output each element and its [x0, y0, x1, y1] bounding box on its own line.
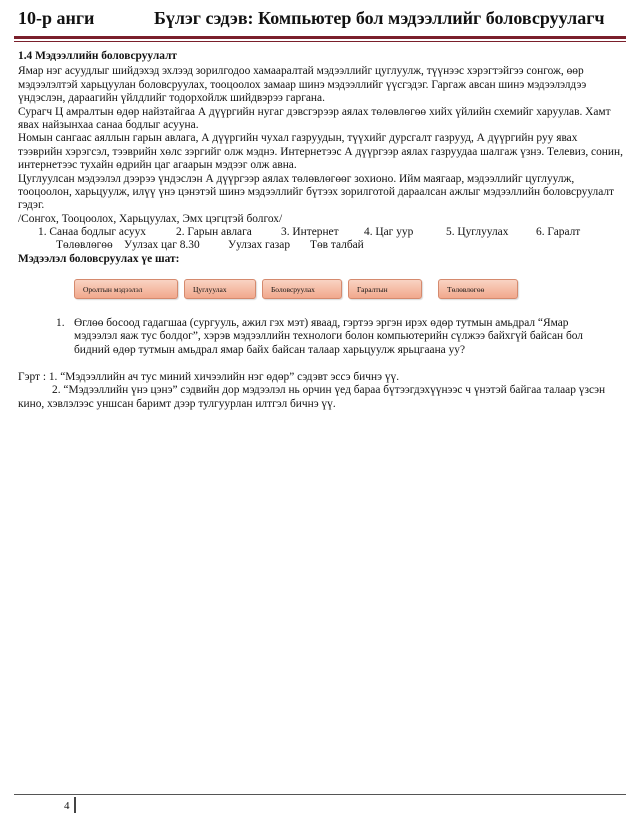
paragraph: Номын сангаас аяллын гарын авлага, А дүүргийн чухал газруудын, түүхийг дурсгалт газрууд, А дүүргийн руу явах тээврийн хэрэгсэл, тээврийн хөлс зэргийг олж мэднэ. Интернетээс А дүүргээр аялах газруудаа шалгаж үзнэ. Телевиз, сонин, интернетээс тухайн өдрийн цаг агаарын мэдээг олж авна.: [18, 132, 623, 172]
plan-item: Уулзах цаг 8.30: [124, 239, 200, 252]
process-flow: [18, 273, 624, 313]
section-title: 1.4 Мэдээллийн боловсруулалт: [18, 50, 178, 62]
stage-process: Боловсруулах: [262, 279, 342, 299]
paragraph: Сурагч Ц амралтын өдөр найзтайгаа А дүүргийн нугаг дэвсгэрээр аялах төлөвлөгөө хийх үйлийн схемийг харуулав. Хамт явах найзынхаа санаа бодлыг асууна.: [18, 105, 611, 132]
homework-item: 2. “Мэдээллийн үнэ цэнэ” сэдвийн дор мэдээлэл нь орчин үед бараа бүтээгдэхүүнээс ч үнэтэй байгаа талаар үзсэн кино, хэвлэлээс уншсан баримт дээр тулгуурлан илтгэл бичнэ үү.: [18, 384, 606, 410]
header-rule-thin: [14, 41, 626, 42]
header-rule-thick: [14, 36, 626, 39]
plan-item: Төв талбай: [310, 239, 364, 252]
plan-item: 2. Гарын авлага: [176, 226, 252, 239]
question-number: 1.: [56, 316, 65, 329]
plan-list: [18, 226, 624, 253]
plan-item: 5. Цуглуулах: [446, 226, 509, 239]
plan-item: Уулзах газар: [228, 239, 291, 252]
homework-block: [18, 371, 624, 411]
plan-item: Төлөвлөгөө: [56, 239, 113, 252]
page-number-divider: [74, 797, 76, 813]
footer-rule: [14, 794, 626, 795]
paragraph: Ямар нэг асуудлыг шийдэхэд эхлээд зорилгодоо хамааралтай мэдээллийг цуглуулж, түүнээс хэрэгтэйгээ сонгож, өөр мэдээлэлтэй харьцуулан боловсруулах, тооцоолох замаар шинэ мэдээллийг үүсгэдэг. Гаргаж авсан шинэ мэдээлэлдээ үндэслэн, дараагийн үйлдлийг тодорхойлж шийдвэрээ гаргана.: [18, 65, 587, 105]
categories-line: /Сонгох, Тооцоолох, Харьцуулах, Эмх цэгцтэй болгох/: [18, 212, 283, 225]
question-item: [18, 317, 624, 357]
stage-input: Оролтын мэдээлэл: [74, 279, 178, 299]
question-text: Өглөө босоод гадагшаа (сургууль, ажил гэх мэт) яваад, гэртээ эргэн ирэх өдөр тутмын амьдрал “Ямар мэдээлэл яаж тус болдог”, хэрэв мэдээллийн технологи болон компьютерийн сүлжээ байхгүй байсан бол бидний өдөр тутмын амьдрал ямар байх байсан талаар харьцуулж ярьцгаана уу?: [74, 316, 583, 356]
plan-item: 4. Цаг уур: [364, 226, 414, 239]
chapter-topic: Бүлэг сэдэв: Компьютер бол мэдээллийг боловсруулагч: [154, 8, 605, 28]
stage-plan: Төлөвлөгөө: [438, 279, 518, 299]
document-body: [18, 50, 624, 411]
page-number: 4: [64, 800, 70, 812]
grade-label: 10-р анги: [18, 8, 95, 28]
homework-item: Гэрт : 1. “Мэдээллийн ач тус миний хичээлийн нэг өдөр” сэдэвт эссэ бичнэ үү.: [18, 370, 400, 383]
stages-title: Мэдээлэл боловсруулах үе шат:: [18, 253, 180, 266]
page-header: [18, 8, 624, 34]
stage-collect: Цуглуулах: [184, 279, 256, 299]
plan-item: 3. Интернет: [281, 226, 339, 239]
plan-item: 1. Санаа бодлыг асуух: [38, 226, 146, 239]
paragraph: Цуглуулсан мэдээлэл дээрээ үндэслэн А дүүргээр аялах төлөвлөгөөг зохионо. Ийм маягаар, мэдээллийг цуглуулж, тооцоолон, харьцуулж, илүү үнэ цэнэтэй шинэ мэдээллийг бүтээх зорилготой дараалсан ажлыг мэдээллийн боловсруулалт гэдэг.: [18, 172, 615, 212]
plan-item: 6. Гаралт: [536, 226, 581, 239]
stage-output: Гаралтын: [348, 279, 422, 299]
